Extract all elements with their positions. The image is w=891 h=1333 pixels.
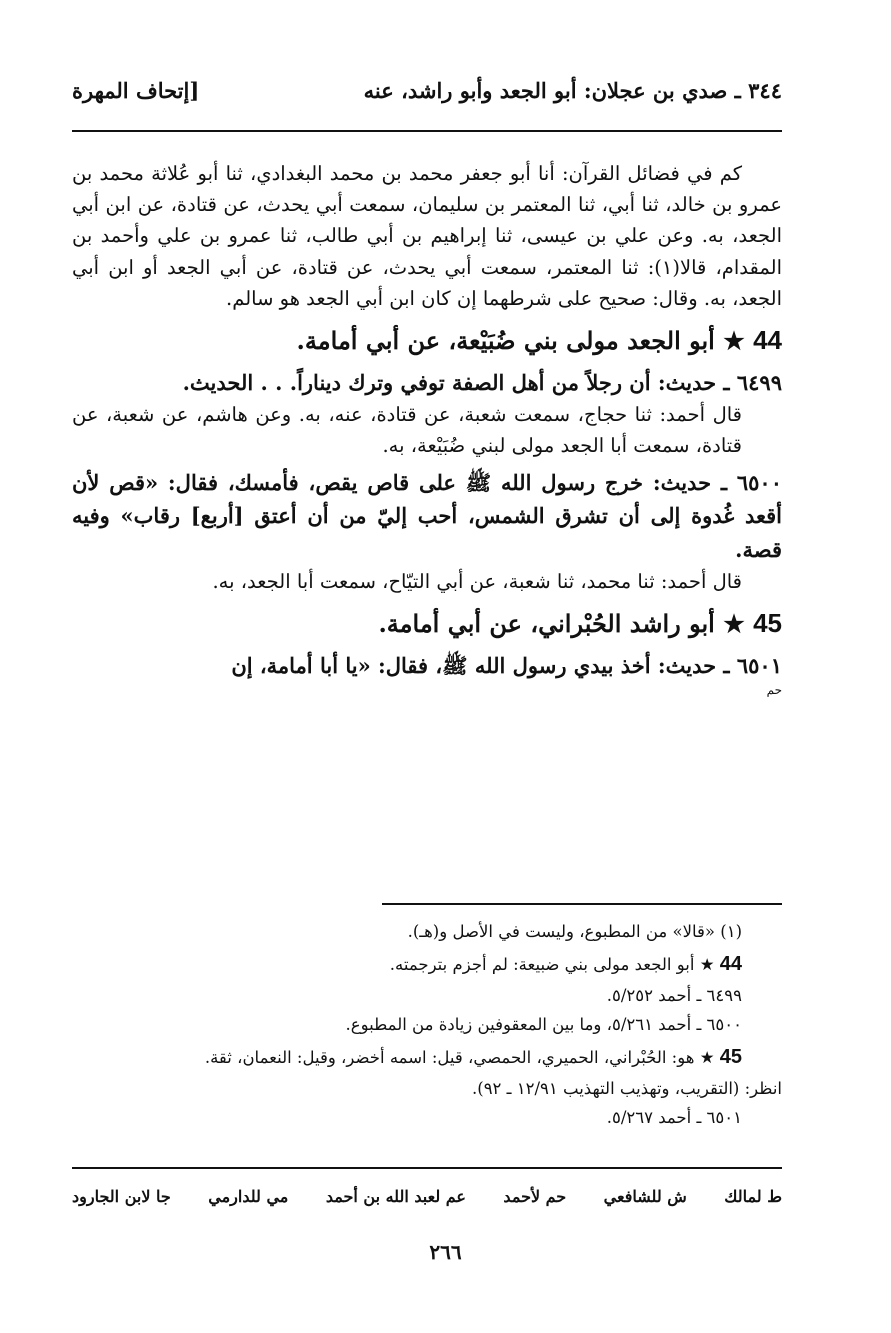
hadith-number: ٦٥٠١ <box>736 653 782 679</box>
hadith-6500 <box>72 466 782 567</box>
footnote-6499: ٦٤٩٩ ـ أحمد ٥/٢٥٢. <box>606 985 742 1005</box>
abbrev-item: عم لعبد الله بن أحمد <box>325 1187 466 1206</box>
star-icon: ★ <box>723 609 745 639</box>
narrator-title-45: أبو راشد الحُبْراني، عن أبي أمامة. <box>378 609 715 639</box>
paragraph-hakim: كم في فضائل القرآن: أنا أبو جعفر محمد بن محمد البغدادي، ثنا أبو عُلاثة محمد بن عمرو بن خالد، ثنا أبي، ثنا المعتمر بن سليمان، سمعت أبي يحدث، عن قتادة، عن ابن أبي الجعد، به. وعن علي بن عيسى، ثنا إبراهيم بن أبي طالب، ثنا عمرو بن علي وأحمد بن المقدام، قالا(١): ثنا المعتمر، سمعت أبي يحدث، عن قتادة، عن أبي الجعد أو ابن أبي الجعد، به. وقال: صحيح على شرطهما إن كان ابن أبي الجعد هو سالم. <box>72 162 782 310</box>
abbrev-item: مي للدارمي <box>208 1187 289 1206</box>
narrator-title-44: أبو الجعد مولى بني ضُبَيْعة، عن أبي أمامة. <box>296 325 715 355</box>
hadith-text: ـ حديث: أن رجلاً من أهل الصفة توفي وترك ديناراً. . . الحديث. <box>182 369 730 395</box>
running-header <box>72 78 782 112</box>
hadith-text: ـ حديث: خرج رسول الله ﷺ على قاص يقص، فأمسك، فقال: «قص لأن أقعد غُدوة إلى أن تشرق الشمس، أحب إليّ من أن أعتق [أربع] رقاب» وفيه قصة. <box>72 469 782 562</box>
footnote-text-45: ★ هو: الحُبْراني، الحميري، الحمصي، قيل: اسمه أخضر، وقيل: النعمان، ثقة. <box>204 1047 715 1067</box>
footnote-number-44: 44 <box>719 952 742 975</box>
footnote-6500: ٦٥٠٠ ـ أحمد ٥/٢٦١، وما بين المعقوفين زيادة من المطبوع. <box>345 1014 742 1034</box>
isnad-6499: قال أحمد: ثنا حجاج، سمعت شعبة، عن قتادة، عنه، به. وعن هاشم، عن شعبة، عن قتادة، سمعت أبا الجعد مولى لبني ضُبَيْعة، به. <box>72 403 742 458</box>
footnote-number-45: 45 <box>719 1045 742 1068</box>
abbreviation-key <box>72 1187 782 1206</box>
subheading-45 <box>72 603 782 645</box>
footnotes <box>72 918 782 1132</box>
main-text <box>72 158 782 697</box>
book-title: [إتحاف المهرة <box>72 78 200 103</box>
abbrev-item: حم لأحمد <box>503 1187 567 1206</box>
star-icon: ★ <box>723 325 745 355</box>
subheading-44 <box>72 320 782 362</box>
source-mark: حم <box>766 682 782 697</box>
abbrev-item: ش للشافعي <box>603 1187 687 1206</box>
abbrev-rule <box>72 1167 782 1169</box>
narrator-number-45: 45 <box>753 608 782 639</box>
header-rule <box>72 130 782 132</box>
footnote-44 <box>72 947 782 982</box>
footnote-1: (١) «قالا» من المطبوع، وليست في الأصل و(هـ). <box>407 922 742 941</box>
abbrev-item: جا لابن الجارود <box>72 1187 171 1206</box>
hadith-6501 <box>72 649 782 683</box>
footnote-45-ref: انظر: (التقريب، وتهذيب التهذيب ١٢/٩١ ـ ٩٢). <box>472 1078 782 1098</box>
page-number: ٢٦٦ <box>429 1240 462 1264</box>
hadith-number: ٦٥٠٠ <box>736 469 782 495</box>
isnad-6500: قال أحمد: ثنا محمد، ثنا شعبة، عن أبي التيّاح، سمعت أبا الجعد، به. <box>212 570 742 594</box>
hadith-text: ـ حديث: أخذ بيدي رسول الله ﷺ، فقال: «يا أبا أمامة، إن <box>231 653 730 679</box>
footnote-6501: ٦٥٠١ ـ أحمد ٥/٢٦٧. <box>606 1107 742 1127</box>
footnote-45 <box>72 1040 782 1075</box>
hadith-number: ٦٤٩٩ <box>736 369 782 395</box>
hadith-6499 <box>72 366 782 400</box>
abbrev-item: ط لمالك <box>724 1187 782 1206</box>
chapter-heading: ٣٤٤ ـ صدي بن عجلان: أبو الجعد وأبو راشد، عنه <box>363 78 782 103</box>
narrator-number-44: 44 <box>753 324 782 355</box>
footnote-text-44: ★ أبو الجعد مولى بني ضبيعة: لم أجزم بترجمته. <box>389 954 715 974</box>
footnote-rule <box>382 903 782 905</box>
